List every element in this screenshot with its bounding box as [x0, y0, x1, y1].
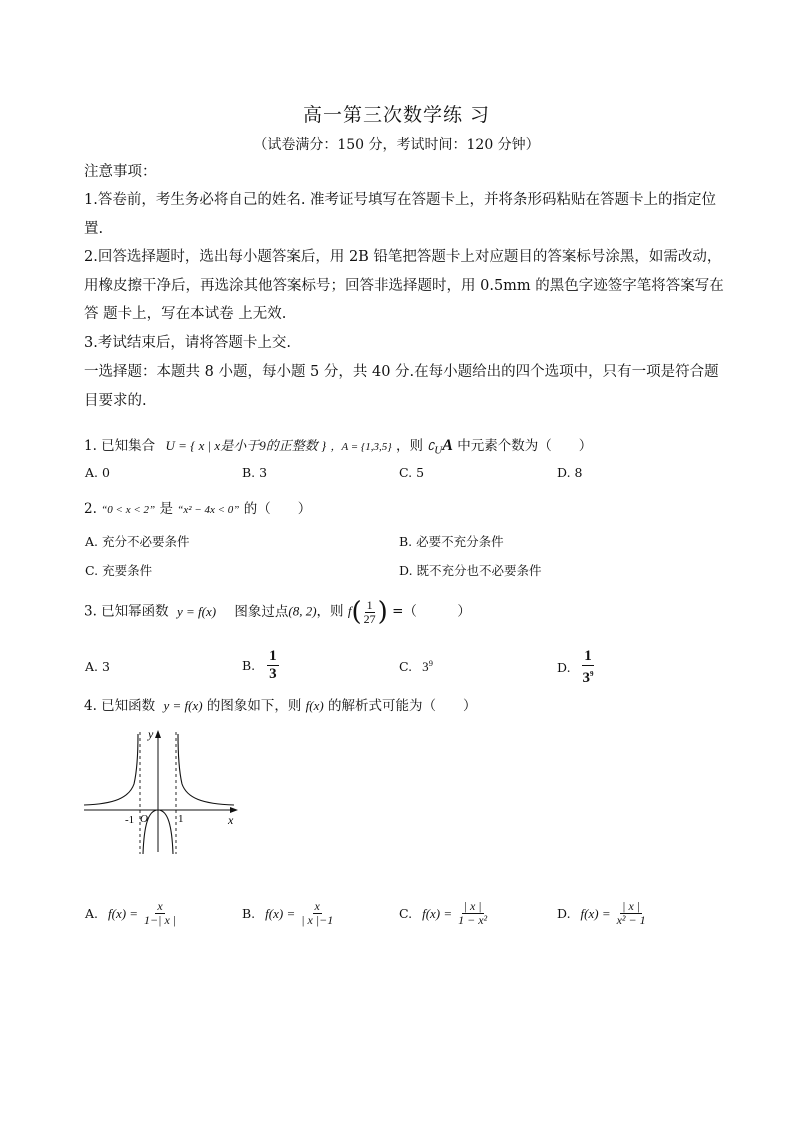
q4-option-a-fraction: $\frac{x}{1-| x |}$ — [144, 899, 177, 927]
q3-left-paren: ( — [351, 597, 362, 627]
q1-option-d[interactable]: D. 8 — [557, 465, 583, 480]
origin-label: O — [140, 813, 148, 825]
y-axis-label: y — [148, 727, 154, 741]
q4-func: y = f(x) — [163, 698, 203, 713]
tick-label-pos: 1 — [178, 813, 184, 825]
q4-option-b-fraction: $\frac{x}{| x |-1}$ — [301, 899, 334, 927]
q3-option-c[interactable] — [399, 659, 433, 675]
q1-set-u: U = { x | x是小于9的正整数 } — [165, 438, 327, 453]
q2-mid: 是 — [159, 501, 173, 517]
q4-option-d[interactable] — [557, 900, 648, 927]
curve-left-branch — [84, 734, 138, 805]
q3-option-c-exp: 9 — [428, 659, 434, 668]
q2-suffix: 的（ ） — [243, 501, 312, 517]
q1-set-a: ，A = {1,3,5} — [330, 441, 392, 453]
q4-mid: 的图象如下，则 — [206, 698, 302, 714]
q3-prefix: 3. 已知幂函数 — [84, 603, 169, 620]
q3-then: ，则 — [316, 603, 344, 620]
q4-option-d-label: D. — [557, 906, 571, 921]
q3-point: (8, 2) — [288, 603, 317, 619]
q2-option-c[interactable]: C. 充要条件 — [85, 563, 153, 578]
q4-option-a-lhs: f(x) = — [108, 905, 139, 921]
q3-option-b-label: B. — [242, 658, 256, 673]
q1-option-b[interactable]: B. 3 — [242, 465, 268, 480]
q1-a-letter: A — [442, 437, 453, 454]
notice-item-3: 3.考试结束后，请将答题卡上交. — [84, 335, 291, 351]
question-4 — [84, 694, 477, 714]
q3-option-b-fraction: $\frac{1}{3}$ — [269, 648, 277, 682]
notice-item-2: 2.回答选择题时，选出每小题答案后，用 2B 铅笔把答题卡上对应题目的答案标号涂黑，如需改动，用橡皮擦干净后，再选涂其他答案标号；回答非选择题时，用 0.5mm 的黑色字迹签字笔将答案写在答 题卡上，写在本试卷 上无效. — [84, 249, 724, 322]
q4-option-b[interactable] — [242, 900, 335, 927]
q4-fx: f(x) — [305, 698, 324, 713]
q3-suffix: =（ ） — [392, 603, 471, 620]
q3-right-paren: ) — [377, 597, 388, 627]
q3-option-d-label: D. — [557, 660, 571, 675]
q2-cond2: “x² − 4x < 0” — [177, 504, 240, 516]
q4-prefix: 4. 已知函数 — [84, 698, 156, 714]
q3-option-d-fraction: $\frac{1}{3^9}$ — [582, 648, 594, 686]
function-graph — [84, 726, 244, 856]
q3-f: f — [347, 603, 352, 619]
q4-suffix: 的解析式可能为（ ） — [328, 698, 477, 714]
q3-option-a[interactable]: A. 3 — [85, 659, 110, 674]
q2-option-a[interactable]: A. 充分不必要条件 — [85, 534, 190, 549]
q1-option-c[interactable]: C. 5 — [399, 465, 425, 480]
q2-cond1: “0 < x < 2” — [101, 504, 156, 516]
q1-suffix: 中元素个数为（ ） — [457, 438, 593, 454]
q1-option-a[interactable]: A. 0 — [85, 465, 110, 480]
y-axis-arrow — [155, 730, 161, 738]
q2-option-b[interactable]: B. 必要不充分条件 — [399, 534, 504, 549]
q1-mid: ，则 — [396, 438, 423, 454]
q4-option-b-label: B. — [242, 906, 256, 921]
tick-label-neg: -1 — [125, 814, 135, 826]
q2-option-d[interactable]: D. 既不充分也不必要条件 — [399, 563, 542, 578]
page-subtitle: （试卷满分：150 分，考试时间：120 分钟） — [253, 137, 540, 153]
question-2 — [84, 497, 311, 517]
q1-prefix: 1. 已知集合 — [84, 438, 156, 454]
q4-option-c-label: C. — [399, 906, 413, 921]
question-1 — [84, 434, 592, 457]
q4-option-c[interactable] — [399, 900, 489, 927]
q4-option-d-lhs: f(x) = — [580, 905, 611, 921]
q4-option-a[interactable] — [85, 900, 178, 927]
q3-option-c-value: 3 — [422, 659, 429, 674]
q3-func: y = f(x) — [176, 603, 217, 619]
notice-heading: 注意事项： — [84, 164, 157, 180]
q2-prefix: 2. — [84, 501, 97, 517]
q3-fraction: $\frac{1}{27}$ — [363, 597, 376, 626]
notice-item-1: 1.答卷前，考生务必将自己的姓名. 准考证号填写在答题卡上，并将条形码粘贴在答题卡上的指定位置. — [84, 192, 717, 237]
section-intro: 一选择题：本题共 8 小题，每小题 5 分，共 40 分.在每小题给出的四个选项中，只有一项是符合题目要求的. — [84, 364, 719, 409]
q3-mid: 图象过点 — [234, 603, 289, 620]
curve-right-branch — [178, 734, 234, 805]
question-3 — [84, 597, 471, 627]
page-title: 高一第三次数学练 习 — [302, 104, 491, 126]
q1-u-sub: U — [434, 444, 443, 457]
q4-option-c-fraction: $\frac{| x |}{\text{1 − x²}}$ — [458, 899, 488, 927]
q4-option-b-lhs: f(x) = — [265, 905, 296, 921]
q1-complement: ∁ — [427, 441, 435, 453]
q4-option-c-lhs: f(x) = — [422, 905, 453, 921]
q4-option-d-fraction: $\frac{| x |}{\text{x² − 1}}$ — [616, 899, 646, 927]
q4-option-a-label: A. — [85, 906, 99, 921]
q3-option-b[interactable] — [242, 648, 279, 683]
q3-option-d[interactable] — [557, 648, 596, 687]
x-axis-label: x — [228, 813, 234, 827]
q3-option-c-label: C. — [399, 659, 413, 674]
